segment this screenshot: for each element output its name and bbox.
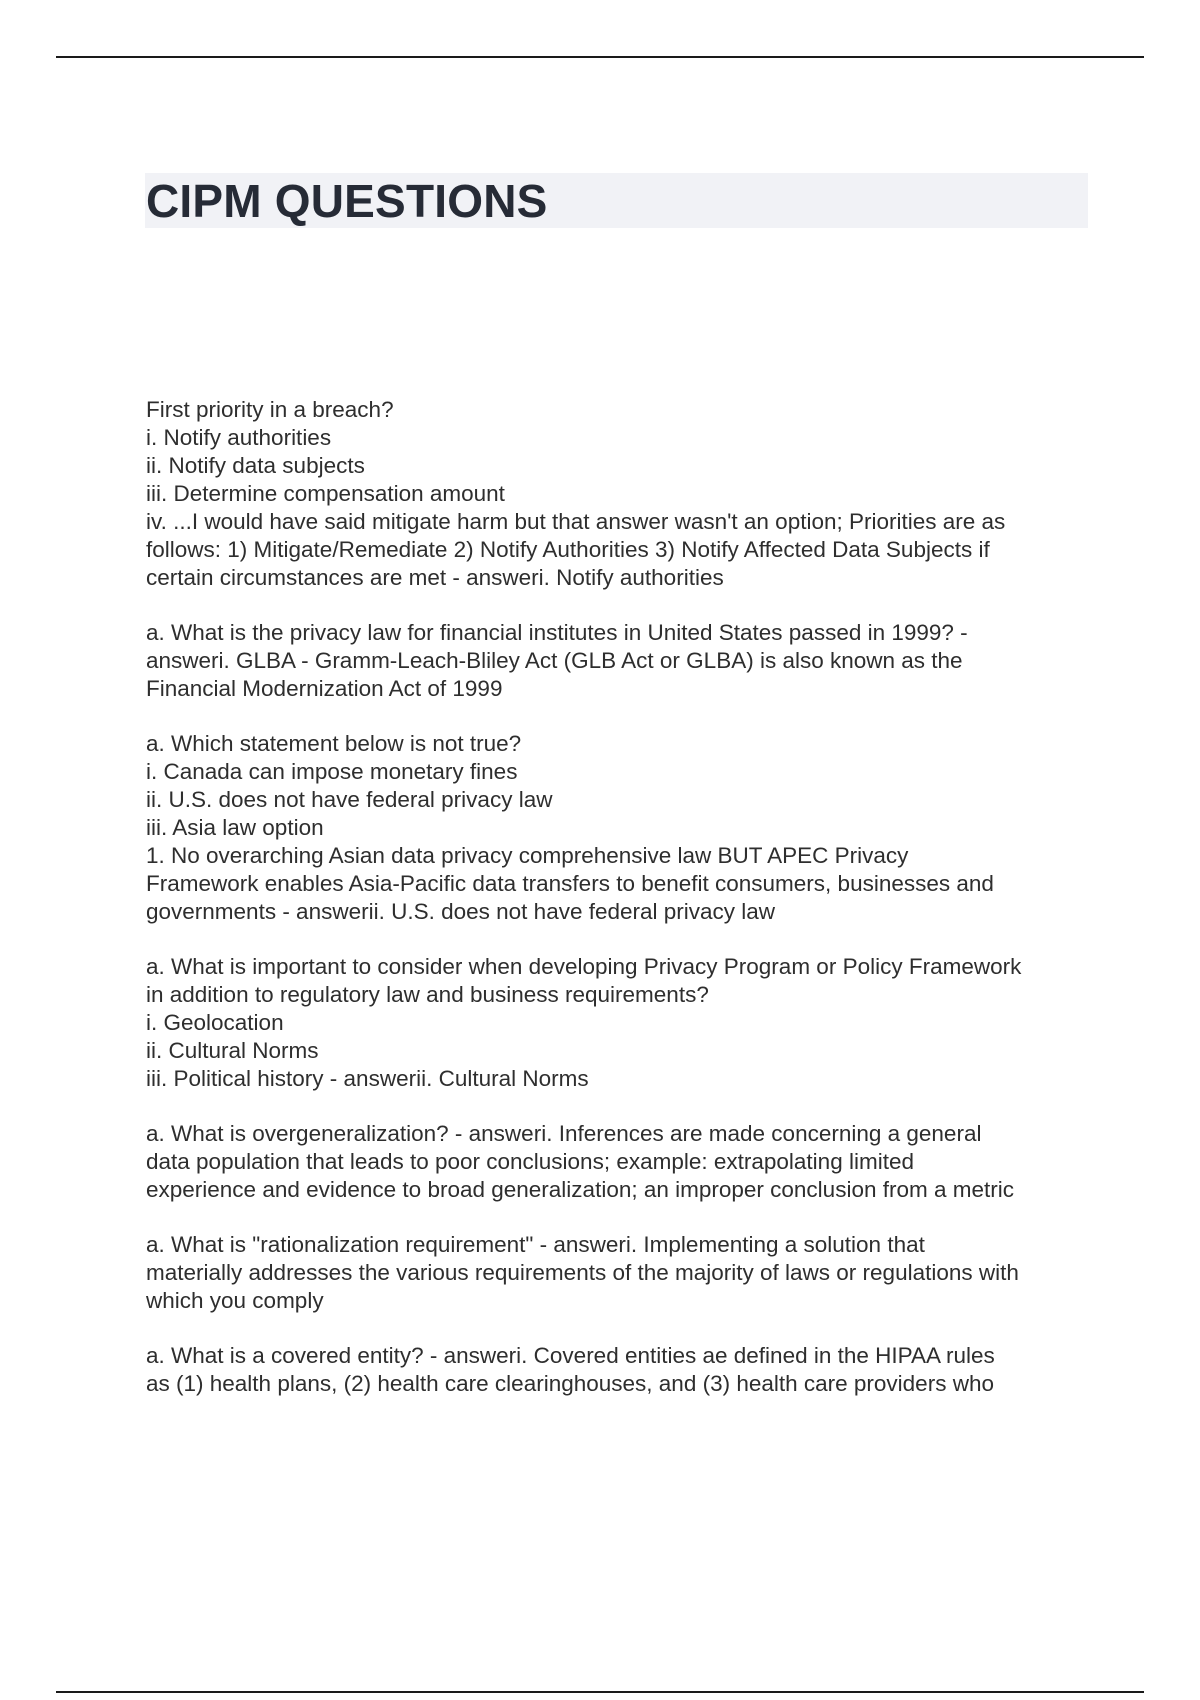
text-line: a. What is the privacy law for financial institutes in United States passed in 1999? - — [146, 620, 968, 645]
bottom-rule — [56, 1691, 1144, 1693]
qa-block — [146, 619, 1096, 703]
text-line: ii. Notify data subjects — [146, 453, 365, 478]
qa-block — [146, 396, 1096, 592]
qa-block — [146, 1342, 1096, 1398]
qa-block — [146, 1120, 1096, 1204]
questions-content — [146, 396, 1096, 1425]
text-line: Financial Modernization Act of 1999 — [146, 676, 503, 701]
qa-block — [146, 953, 1096, 1093]
text-line: a. What is important to consider when developing Privacy Program or Policy Framework — [146, 954, 1022, 979]
text-line: i. Canada can impose monetary fines — [146, 759, 518, 784]
text-line: iv. ...I would have said mitigate harm but that answer wasn't an option; Priorities are as — [146, 509, 1006, 534]
text-line: 1. No overarching Asian data privacy comprehensive law BUT APEC Privacy — [146, 843, 909, 868]
text-line: which you comply — [146, 1288, 324, 1313]
text-line: ii. Cultural Norms — [146, 1038, 319, 1063]
text-line: as (1) health plans, (2) health care clearinghouses, and (3) health care providers who — [146, 1371, 994, 1396]
text-line: governments - answerii. U.S. does not have federal privacy law — [146, 899, 776, 924]
text-line: ii. U.S. does not have federal privacy law — [146, 787, 553, 812]
text-line: follows: 1) Mitigate/Remediate 2) Notify Authorities 3) Notify Affected Data Subjects if — [146, 537, 990, 562]
text-line: data population that leads to poor conclusions; example: extrapolating limited — [146, 1149, 914, 1174]
text-line: a. Which statement below is not true? — [146, 731, 522, 756]
text-line: i. Notify authorities — [146, 425, 332, 450]
text-line: iii. Determine compensation amount — [146, 481, 505, 506]
text-line: iii. Political history - answerii. Cultural Norms — [146, 1066, 589, 1091]
text-line: in addition to regulatory law and business requirements? — [146, 982, 709, 1007]
text-line: a. What is a covered entity? - answeri. Covered entities ae defined in the HIPAA rules — [146, 1343, 995, 1368]
qa-block — [146, 1231, 1096, 1315]
page-title: CIPM QUESTIONS — [146, 175, 548, 227]
text-line: materially addresses the various requirements of the majority of laws or regulations with — [146, 1260, 1019, 1285]
text-line: certain circumstances are met - answeri. Notify authorities — [146, 565, 724, 590]
text-line: Framework enables Asia-Pacific data transfers to benefit consumers, businesses and — [146, 871, 994, 896]
qa-block — [146, 730, 1096, 926]
text-line: a. What is "rationalization requirement" - answeri. Implementing a solution that — [146, 1232, 925, 1257]
text-line: First priority in a breach? — [146, 397, 394, 422]
text-line: iii. Asia law option — [146, 815, 324, 840]
text-line: i. Geolocation — [146, 1010, 284, 1035]
text-line: a. What is overgeneralization? - answeri. Inferences are made concerning a general — [146, 1121, 982, 1146]
top-rule — [56, 56, 1144, 58]
text-line: answeri. GLBA - Gramm-Leach-Bliley Act (GLB Act or GLBA) is also known as the — [146, 648, 963, 673]
text-line: experience and evidence to broad generalization; an improper conclusion from a metric — [146, 1177, 1014, 1202]
